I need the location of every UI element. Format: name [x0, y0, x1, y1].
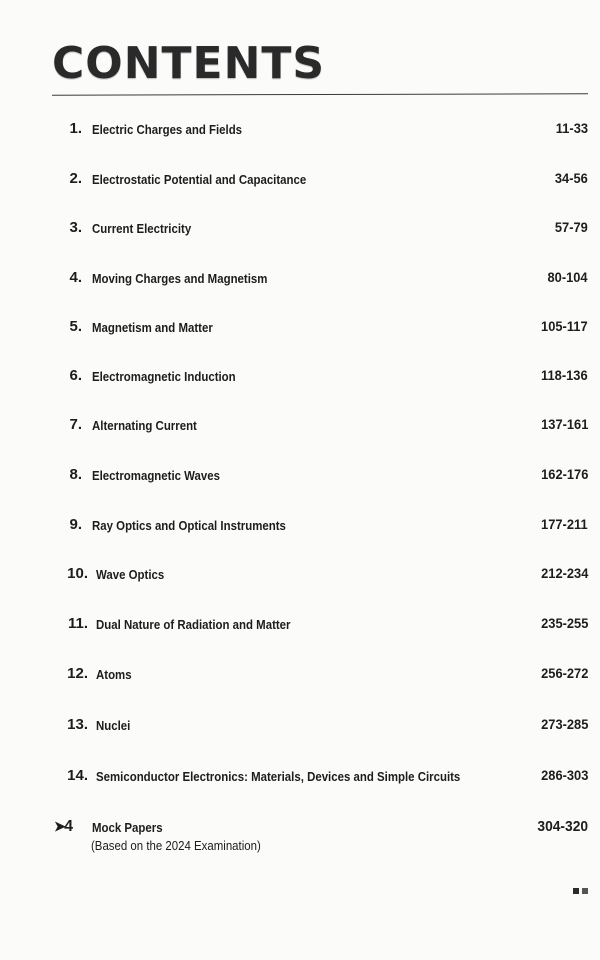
entry-pages: 256-272	[540, 665, 588, 681]
entry-number: 2.	[69, 170, 82, 187]
entry-number: 4	[64, 818, 73, 835]
entry-number: 1.	[69, 120, 82, 137]
entry-title: Atoms	[96, 667, 132, 682]
toc-entry[interactable]	[0, 120, 600, 144]
toc-entry[interactable]	[0, 565, 600, 589]
entry-number: 4.	[69, 269, 82, 286]
toc-entry[interactable]	[0, 318, 600, 342]
toc-entry[interactable]	[0, 516, 600, 540]
entry-number: 3.	[69, 219, 82, 236]
toc-entry[interactable]	[0, 367, 600, 391]
entry-pages: 212-234	[540, 565, 588, 581]
page-marker-icon	[573, 888, 588, 894]
entry-title: Magnetism and Matter	[92, 320, 213, 335]
entry-pages: 118-136	[541, 367, 588, 383]
toc-entry-mock-papers[interactable]	[0, 818, 600, 862]
entry-pages: 235-255	[540, 615, 588, 631]
entry-title: Nuclei	[96, 718, 131, 733]
toc-entry[interactable]	[0, 219, 600, 243]
entry-number: 8.	[69, 466, 82, 483]
entry-pages: 304-320	[537, 818, 588, 835]
entry-title: Dual Nature of Radiation and Matter	[96, 617, 291, 632]
toc-entry[interactable]	[0, 615, 600, 639]
entry-pages: 34-56	[555, 170, 588, 186]
toc-entry[interactable]	[0, 416, 600, 440]
toc-entry[interactable]	[0, 716, 600, 740]
entry-title: Electrostatic Potential and Capacitance	[92, 172, 307, 187]
entry-number: 7.	[69, 416, 82, 433]
toc-entry[interactable]	[0, 170, 600, 194]
page-title: CONTENTS	[52, 38, 326, 89]
entry-title: Electric Charges and Fields	[92, 122, 243, 137]
entry-number: 14.	[67, 767, 88, 784]
entry-pages: 105-117	[541, 318, 588, 334]
entry-number: 11.	[67, 615, 88, 632]
entry-pages: 177-211	[541, 516, 588, 532]
entry-subtitle: (Based on the 2024 Examination)	[91, 838, 261, 853]
entry-title: Electromagnetic Waves	[92, 468, 221, 483]
title-divider	[52, 93, 588, 95]
entry-pages: 162-176	[540, 466, 588, 482]
entry-number: 12.	[67, 665, 88, 682]
entry-title: Electromagnetic Induction	[92, 369, 236, 384]
entry-title: Mock Papers	[92, 820, 163, 835]
arrow-bullet-icon: ➤	[54, 818, 66, 834]
entry-title: Moving Charges and Magnetism	[92, 271, 268, 286]
entry-number: 6.	[69, 367, 82, 384]
entry-pages: 57-79	[555, 219, 588, 235]
entry-pages: 11-33	[555, 120, 588, 136]
toc-entry[interactable]	[0, 466, 600, 490]
entry-title: Current Electricity	[92, 221, 192, 236]
entry-pages: 137-161	[540, 416, 588, 432]
toc-entry[interactable]	[0, 665, 600, 689]
entry-number: 13.	[67, 716, 88, 733]
toc-entry[interactable]	[0, 269, 600, 293]
entry-pages: 273-285	[540, 716, 588, 732]
entry-number: 9.	[69, 516, 82, 533]
entry-title: Alternating Current	[92, 418, 197, 433]
entry-number: 10.	[67, 565, 88, 582]
entry-title: Ray Optics and Optical Instruments	[92, 518, 286, 533]
entry-pages: 80-104	[547, 269, 588, 285]
entry-number: 5.	[69, 318, 82, 335]
toc-entry[interactable]	[0, 767, 600, 791]
entry-title: Semiconductor Electronics: Materials, Devices and Simple Circuits	[96, 769, 461, 784]
entry-title: Wave Optics	[96, 567, 165, 582]
entry-pages: 286-303	[540, 767, 588, 783]
